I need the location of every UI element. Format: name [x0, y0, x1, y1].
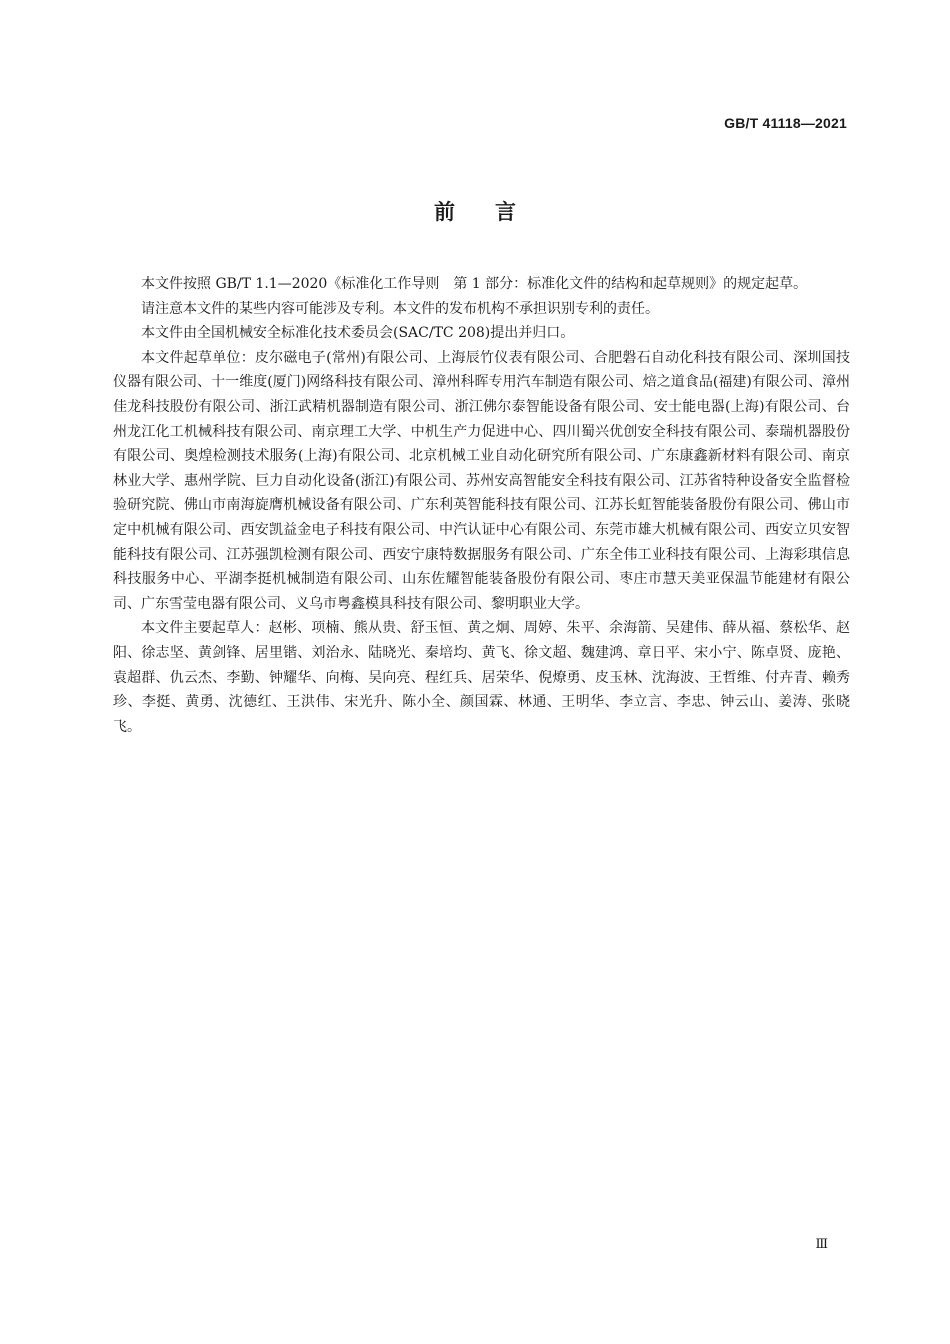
paragraph-drafting-units: 本文件起草单位：皮尔磁电子(常州)有限公司、上海辰竹仪表有限公司、合肥磐石自动化科技有限公司、深圳国技仪器有限公司、十一维度(厦门)网络科技有限公司、漳州科晖专用汽车制造有限公司、焙之道食品(福建)有限公司、漳州佳龙科技股份有限公司、浙江武精机器制造有限公司、浙江佛尔泰智能设备有限公司、安士能电器(上海)有限公司、台州龙江化工机械科技有限公司、南京理工大学、中机生产力促进中心、四川蜀兴优创安全科技有限公司、泰瑞机器股份有限公司、奥煌检测技术服务(上海)有限公司、北京机械工业自动化研究所有限公司、广东康鑫新材料有限公司、南京林业大学、惠州学院、巨力自动化设备(浙江)有限公司、苏州安高智能安全科技有限公司、江苏省特种设备安全监督检验研究院、佛山市南海旋膺机械设备有限公司、广东利英智能科技有限公司、江苏长虹智能装备股份有限公司、佛山市定中机械有限公司、西安凯益金电子科技有限公司、中汽认证中心有限公司、东莞市雄大机械有限公司、西安立贝安智能科技有限公司、江苏强凯检测有限公司、西安宁康特数据服务有限公司、广东全伟工业科技有限公司、上海彩琪信息科技服务中心、平湖李挺机械制造有限公司、山东佐耀智能装备股份有限公司、枣庄市慧天美亚保温节能建材有限公司、广东雪莹电器有限公司、义乌市粤鑫模具科技有限公司、黎明职业大学。 [113, 349, 850, 612]
paragraph-drafting-rules: 本文件按照 GB/T 1.1—2020《标准化工作导则 第 1 部分：标准化文件的结构和起草规则》的规定起草。 [141, 276, 808, 292]
page-title: 前言 [434, 200, 556, 224]
paragraph-proposer: 本文件由全国机械安全标准化技术委员会(SAC/TC 208)提出并归口。 [141, 325, 575, 342]
foreword-body [113, 272, 850, 739]
standard-code: GB/T 41118—2021 [724, 115, 847, 131]
paragraph-patent-notice: 请注意本文件的某些内容可能涉及专利。本文件的发布机构不承担识别专利的责任。 [141, 300, 659, 317]
page-number: Ⅲ [815, 1237, 828, 1252]
paragraph-main-drafters: 本文件主要起草人：赵彬、项楠、熊从贵、舒玉恒、黄之炯、周婷、朱平、余海箭、吴建伟、薛从福、蔡松华、赵阳、徐志坚、黄剑锋、居里锴、刘治永、陆晓光、秦培均、黄飞、徐文超、魏建鸿、章日平、宋小宁、陈卓贤、庞艳、袁超群、仇云杰、李勤、钟耀华、向梅、吴向亮、程红兵、居荣华、倪燎勇、皮玉林、沈海波、王哲维、付卉青、赖秀珍、李挺、黄勇、沈德红、王洪伟、宋光升、陈小全、颜国霖、林通、王明华、李立言、李忠、钟云山、姜涛、张晓飞。 [113, 620, 850, 735]
